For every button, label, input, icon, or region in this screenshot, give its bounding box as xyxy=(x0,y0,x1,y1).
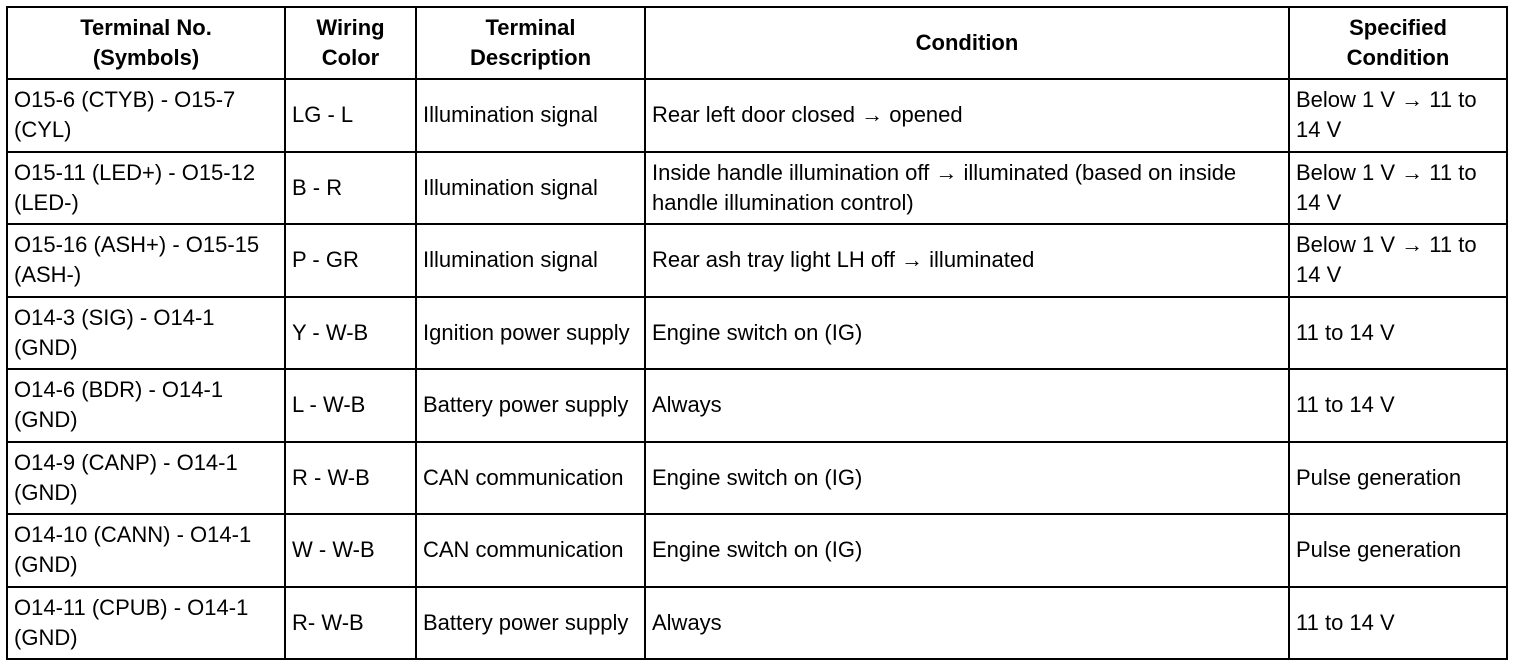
table-header xyxy=(7,7,1507,79)
cell-specified-condition: Pulse generation xyxy=(1289,514,1507,587)
cell-wiring-color: Y - W-B xyxy=(285,297,416,370)
cell-condition: Engine switch on (IG) xyxy=(645,297,1289,370)
cell-wiring-color: P - GR xyxy=(285,224,416,297)
cell-terminal: O15-16 (ASH+) - O15-15 (ASH-) xyxy=(7,224,285,297)
cell-terminal: O14-6 (BDR) - O14-1 (GND) xyxy=(7,369,285,442)
table-row xyxy=(7,369,1507,442)
cell-specified-condition: Below 1 V → 11 to 14 V xyxy=(1289,224,1507,297)
cell-terminal: O14-9 (CANP) - O14-1 (GND) xyxy=(7,442,285,515)
cell-description: Ignition power supply xyxy=(416,297,645,370)
cell-terminal: O14-11 (CPUB) - O14-1 (GND) xyxy=(7,587,285,660)
table-row xyxy=(7,587,1507,660)
table-row xyxy=(7,514,1507,587)
terminal-spec-table xyxy=(6,6,1508,660)
cell-wiring-color: L - W-B xyxy=(285,369,416,442)
header-wiring-color-line1: Wiring xyxy=(316,15,385,40)
table-row xyxy=(7,152,1507,225)
cell-terminal: O14-3 (SIG) - O14-1 (GND) xyxy=(7,297,285,370)
cell-description: CAN communication xyxy=(416,514,645,587)
cell-description: Illumination signal xyxy=(416,152,645,225)
header-terminal-no xyxy=(7,7,285,79)
cell-wiring-color: R- W-B xyxy=(285,587,416,660)
cell-wiring-color: W - W-B xyxy=(285,514,416,587)
header-terminal-no-line2: (Symbols) xyxy=(92,45,200,70)
table-row xyxy=(7,224,1507,297)
cell-terminal: O15-11 (LED+) - O15-12 (LED-) xyxy=(7,152,285,225)
cell-description: Battery power supply xyxy=(416,369,645,442)
header-terminal-no-line1: Terminal No. xyxy=(80,15,212,40)
cell-specified-condition: Pulse generation xyxy=(1289,442,1507,515)
cell-description: CAN communication xyxy=(416,442,645,515)
cell-condition: Always xyxy=(645,369,1289,442)
cell-specified-condition: 11 to 14 V xyxy=(1289,297,1507,370)
header-specified-condition-line2: Condition xyxy=(1346,45,1450,70)
header-terminal-description-line1: Terminal xyxy=(485,15,576,40)
header-specified-condition-line1: Specified xyxy=(1349,15,1447,40)
table-body xyxy=(7,79,1507,659)
cell-terminal: O15-6 (CTYB) - O15-7 (CYL) xyxy=(7,79,285,152)
header-terminal-description xyxy=(416,7,645,79)
header-condition xyxy=(645,7,1289,79)
cell-specified-condition: Below 1 V → 11 to 14 V xyxy=(1289,152,1507,225)
table-row xyxy=(7,442,1507,515)
header-wiring-color-line2: Color xyxy=(321,45,380,70)
cell-condition: Inside handle illumination off → illuminated (based on inside handle illumination control) xyxy=(645,152,1289,225)
cell-specified-condition: 11 to 14 V xyxy=(1289,587,1507,660)
cell-description: Illumination signal xyxy=(416,224,645,297)
header-terminal-description-line2: Description xyxy=(469,45,592,70)
cell-terminal: O14-10 (CANN) - O14-1 (GND) xyxy=(7,514,285,587)
cell-description: Illumination signal xyxy=(416,79,645,152)
cell-condition: Engine switch on (IG) xyxy=(645,514,1289,587)
header-condition-line1: Condition xyxy=(915,30,1019,55)
cell-specified-condition: 11 to 14 V xyxy=(1289,369,1507,442)
cell-description: Battery power supply xyxy=(416,587,645,660)
cell-condition: Engine switch on (IG) xyxy=(645,442,1289,515)
header-row xyxy=(7,7,1507,79)
terminal-spec-sheet xyxy=(6,6,1506,658)
cell-specified-condition: Below 1 V → 11 to 14 V xyxy=(1289,79,1507,152)
table-row xyxy=(7,297,1507,370)
header-wiring-color xyxy=(285,7,416,79)
cell-wiring-color: B - R xyxy=(285,152,416,225)
cell-condition: Rear ash tray light LH off → illuminated xyxy=(645,224,1289,297)
cell-condition: Rear left door closed → opened xyxy=(645,79,1289,152)
cell-condition: Always xyxy=(645,587,1289,660)
table-row xyxy=(7,79,1507,152)
cell-wiring-color: LG - L xyxy=(285,79,416,152)
header-specified-condition xyxy=(1289,7,1507,79)
cell-wiring-color: R - W-B xyxy=(285,442,416,515)
